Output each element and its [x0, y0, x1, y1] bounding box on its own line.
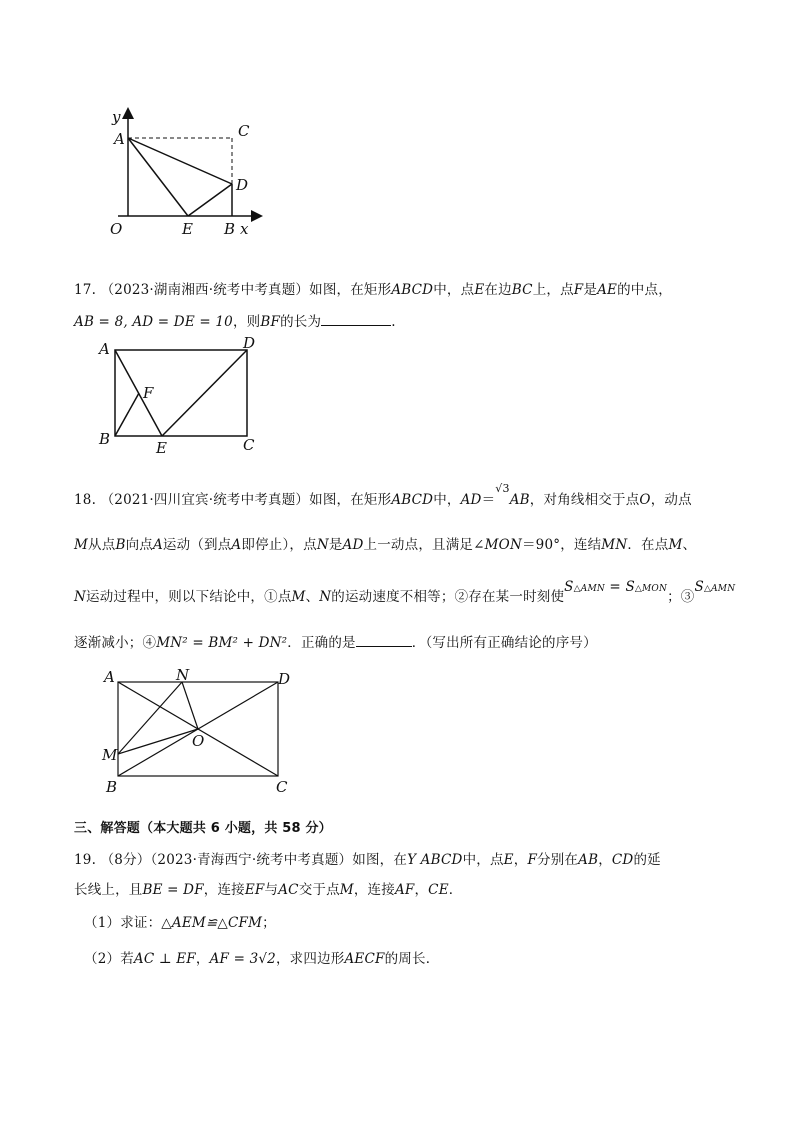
segment-mo	[118, 729, 198, 754]
figure-q16	[100, 100, 280, 240]
label-d: D	[278, 670, 291, 688]
label-a: A	[99, 340, 110, 358]
segment-ed	[188, 184, 232, 216]
label-n: N	[176, 668, 190, 684]
q18-line2: M从点B向点A运动（到点A即停止），点N是AD上一动点，且满足∠MON＝90°，连结MN．在点M、	[74, 537, 697, 553]
q18-number: 18.	[74, 492, 97, 508]
q17-line1: 17. （2023·湖南湘西·统考中考真题）如图，在矩形ABCD中，点E在边BC上，点F是AE的中点，	[74, 282, 672, 298]
label-b: B	[106, 778, 118, 796]
label-b: B	[224, 220, 236, 238]
segment-mn	[118, 682, 182, 754]
label-c: C	[243, 436, 255, 454]
label-a: A	[114, 130, 125, 148]
label-o: O	[192, 732, 205, 750]
sqrt3: √3	[495, 482, 510, 495]
label-e: E	[182, 220, 193, 238]
label-x: x	[240, 220, 249, 238]
q17-number: 17.	[74, 282, 97, 298]
q19-line1: 19. （8分）（2023·青海西宁·统考中考真题）如图，在Y ABCD中，点E，F分别在AB，CD的延	[74, 852, 661, 868]
q19-number: 19.	[74, 852, 97, 868]
label-o: O	[110, 220, 123, 238]
figure-q17	[95, 336, 270, 460]
segment-ed	[162, 350, 247, 436]
label-c: C	[276, 778, 288, 796]
label-y: y	[112, 108, 121, 126]
q17-answer-blank[interactable]	[321, 325, 391, 326]
q17-line2: AB = 8, AD = DE = 10，则BF的长为 .	[74, 314, 396, 330]
label-m: M	[102, 746, 118, 764]
section-heading: 三、解答题（本大题共 6 小题，共 58 分）	[74, 821, 332, 836]
segment-no	[182, 682, 198, 729]
segment-ad	[128, 138, 232, 184]
label-b: B	[99, 430, 111, 448]
q19-source: （2023·青海西宁·统考中考真题）	[150, 852, 353, 868]
label-e: E	[156, 439, 167, 457]
label-d: D	[236, 176, 249, 194]
q17-source: （2023·湖南湘西·统考中考真题）	[100, 282, 310, 298]
q19-part2: （2）若AC ⊥ EF，AF = 3√2，求四边形AECF的周长．	[84, 951, 440, 967]
q19-part1: （1）求证：△AEM≌△CFM；	[84, 915, 276, 931]
q19-score: （8分）	[100, 852, 151, 868]
segment-ae	[128, 138, 188, 216]
rectangle-abcd	[115, 350, 247, 436]
label-a: A	[104, 668, 115, 686]
label-d: D	[243, 336, 256, 352]
q18-line3: N运动过程中，则以下结论中，①点M、N的运动速度不相等；②存在某一时刻使S△AMN = S△MON；③S△AMN	[74, 579, 736, 605]
q18-source: （2021·四川宜宾·统考中考真题）	[100, 492, 310, 508]
q18-line1: 18. （2021·四川宜宾·统考中考真题）如图，在矩形ABCD中，AD＝$^{√3}$AB，对角线相交于点O，动点	[74, 482, 692, 508]
q19-line2: 长线上，且BE = DF，连接EF与AC交于点M，连接AF，CE．	[74, 882, 463, 898]
figure-q18	[98, 668, 298, 796]
q18-line4: 逐渐减小；④MN² = BM² + DN²．正确的是 ．（写出所有正确结论的序号）	[74, 635, 597, 651]
label-c: C	[238, 122, 250, 140]
segment-bf	[115, 393, 139, 436]
q18-answer-blank[interactable]	[356, 646, 412, 647]
label-f: F	[143, 384, 154, 402]
